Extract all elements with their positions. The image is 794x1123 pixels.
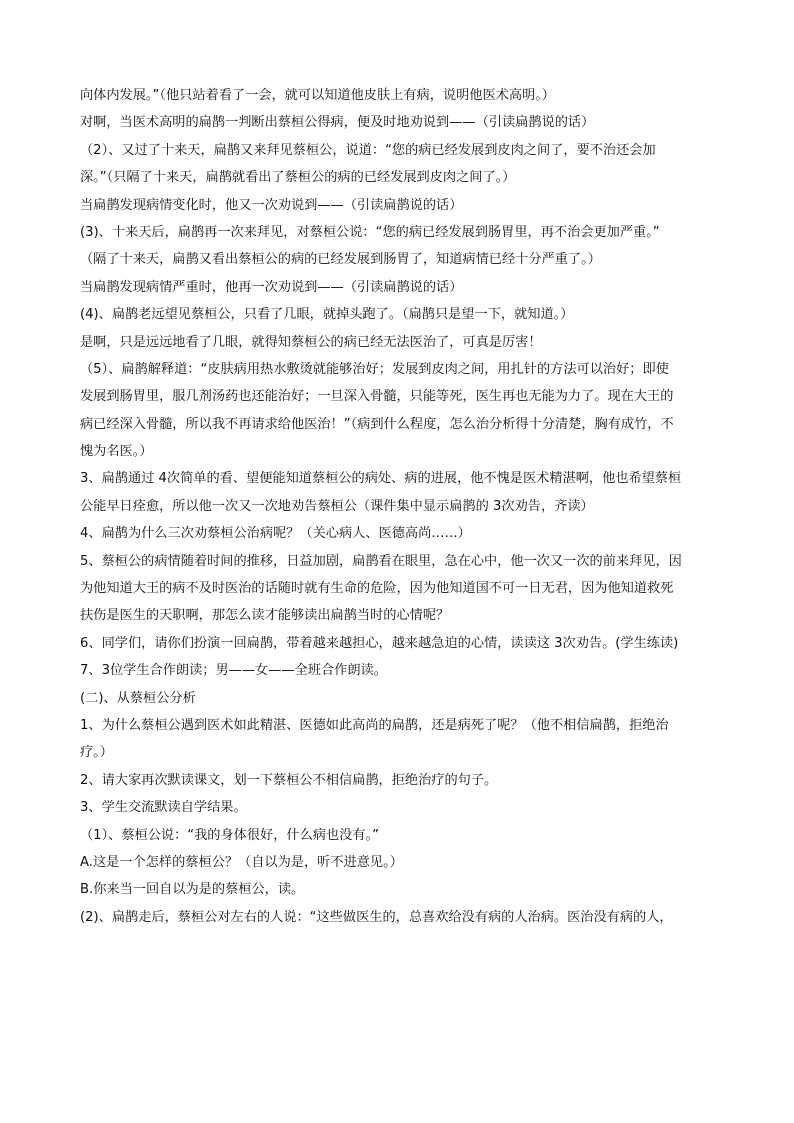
text-line: 对啊，当医术高明的扁鹊一判断出蔡桓公得病，便及时地劝说到——（引读扁鹊说的话）	[80, 115, 595, 131]
text-line: 6、同学们，请你们扮演一回扁鹊，带着越来越担心，越来越急迫的心情，读读这 3次劝告。(学生练读)	[80, 635, 679, 651]
text-line: 是啊，只是远远地看了几眼，就得知蔡桓公的病已经无法医治了，可真是厉害！	[80, 334, 542, 350]
text-line: 扶伤是医生的天职啊，那怎么读才能够读出扁鹊当时的心情呢？	[80, 608, 450, 624]
text-line: 为他知道大王的病不及时医治的话随时就有生命的危险，因为他知道国不可一日无君，因为他知道救死	[80, 581, 674, 597]
text-line: (二)、从蔡桓公分析	[80, 690, 196, 706]
text-line: （5）、扁鹊解释道：“皮肤病用热水敷烫就能够治好；发展到皮肉之间，用扎针的方法可以治好；即使	[80, 361, 669, 377]
text-line: （1）、蔡桓公说：“我的身体很好，什么病也没有。”	[80, 827, 379, 843]
text-line: 1、为什么蔡桓公遇到医术如此精湛、医德如此高尚的扁鹊，还是病死了呢？（他不相信扁鹊，拒绝治	[80, 717, 669, 733]
text-line: (4)、扁鹊老远望见蔡桓公，只看了几眼，就掉头跑了。（扁鹊只是望一下，就知道。）	[80, 307, 574, 323]
text-line: (2)、扁鹊走后，蔡桓公对左右的人说：“这些做医生的，总喜欢给没有病的人治病。医治没有病的人，	[80, 909, 673, 925]
text-line: 当扁鹊发现病情严重时，他再一次劝说到——（引读扁鹊说的话）	[80, 279, 463, 295]
text-line: 公能早日痊愈，所以他一次又一次地劝告蔡桓公（课件集中显示扁鹊的 3次劝告，齐读）	[80, 498, 594, 514]
text-line: 3、学生交流默读自学结果。	[80, 800, 247, 816]
text-line: 7、3位学生合作朗读；男——女——全班合作朗读。	[80, 663, 387, 679]
text-line: A.这是一个怎样的蔡桓公？（自以为是，听不进意见。）	[80, 854, 403, 870]
text-line: 5、蔡桓公的病情随着时间的推移，日益加剧，扁鹊看在眼里，急在心中，他一次又一次的前来拜见，因	[80, 553, 682, 569]
text-line: 2、请大家再次默读课文，划一下蔡桓公不相信扁鹊，拒绝治疗的句子。	[80, 772, 498, 788]
text-line: 向体内发展。”（他只站着看了一会，就可以知道他皮肤上有病，说明他医术高明。）	[80, 88, 555, 103]
text-line: 病已经深入骨髓，所以我不再请求给他医治！”（病到什么程度，怎么治分析得十分清楚，胸有成竹，不	[80, 416, 674, 432]
text-line: 3、扁鹊通过 4次简单的看、望便能知道蔡桓公的病处、病的进展，他不愧是医术精湛啊，他也希望蔡桓	[80, 471, 682, 487]
text-line: (3)、十来天后，扁鹊再一次来拜见，对蔡桓公说：“您的病已经发展到肠胃里，再不治会更加严重。”	[80, 224, 660, 240]
text-line: 愧为名医。）	[80, 444, 153, 460]
text-line: 疗。）	[80, 745, 113, 761]
text-line: B.你来当一回自以为是的蔡桓公，读。	[80, 882, 305, 898]
text-line: （隔了十来天，扁鹊又看出蔡桓公的病的已经发展到肠胃了，知道病情已经十分严重了。）	[80, 252, 601, 268]
text-line: 发展到肠胃里，服几剂汤药也还能治好；一旦深入骨髓，只能等死，医生再也无能为力了。现在大王的	[80, 389, 674, 405]
text-line: 4、扁鹊为什么三次劝蔡桓公治病呢？（关心病人、医德高尚……）	[80, 526, 471, 542]
text-line: 当扁鹊发现病情变化时，他又一次劝说到——（引读扁鹊说的话）	[80, 197, 463, 213]
text-line: （2）、又过了十来天，扁鹊又来拜见蔡桓公，说道：“您的病已经发展到皮肉之间了，要不治还会加	[80, 142, 656, 158]
document-body	[80, 82, 720, 931]
text-line: 深。”（只隔了十来天，扁鹊就看出了蔡桓公的病的已经发展到皮肉之间了。）	[80, 170, 516, 186]
